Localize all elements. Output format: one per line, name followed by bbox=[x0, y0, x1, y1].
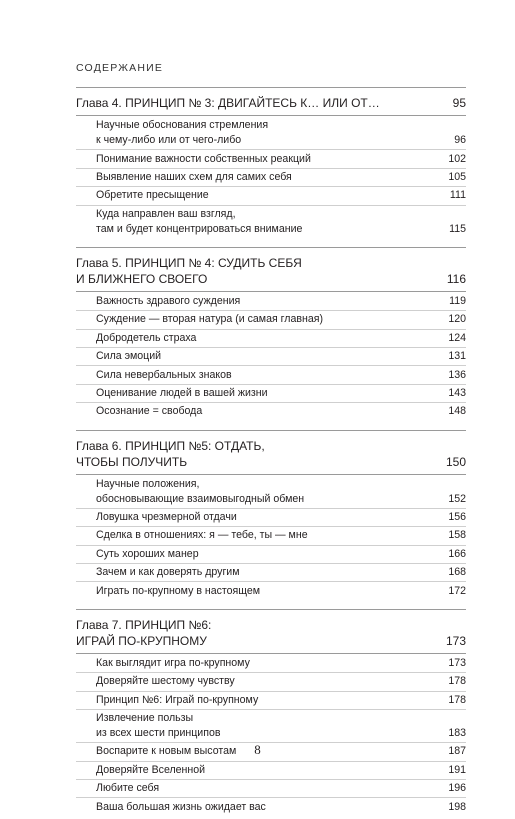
toc-item-title: Принцип №6: Играй по-крупному bbox=[96, 693, 259, 706]
toc-item-page: 196 bbox=[448, 782, 466, 795]
toc-item-page: 173 bbox=[448, 656, 466, 669]
toc-item-page: 136 bbox=[448, 368, 466, 381]
toc-item[interactable] bbox=[76, 798, 466, 815]
running-head: СОДЕРЖАНИЕ bbox=[76, 62, 164, 74]
toc-item-page: 105 bbox=[448, 170, 466, 183]
toc-item-title: Зачем и как доверять другим bbox=[96, 566, 240, 579]
chapter-page: 150 bbox=[445, 454, 466, 469]
toc-item[interactable] bbox=[76, 206, 466, 238]
toc-item[interactable] bbox=[76, 509, 466, 527]
toc-item-title: Осознание = свобода bbox=[96, 405, 203, 418]
chapter-block bbox=[76, 88, 466, 241]
toc-item[interactable] bbox=[76, 385, 466, 403]
toc-item-page: 119 bbox=[449, 295, 466, 308]
toc-item-title: Сила невербальных знаков bbox=[96, 368, 232, 381]
toc-item-title: Сделка в отношениях: я — тебе, ты — мне bbox=[96, 529, 308, 542]
toc-item[interactable] bbox=[76, 117, 466, 150]
toc-item-title: Доверяйте Вселенной bbox=[96, 763, 206, 776]
toc-item[interactable] bbox=[76, 293, 466, 311]
toc-item-title: Оценивание людей в вашей жизни bbox=[96, 386, 268, 399]
toc-item-title: Воспарите к новым высотам bbox=[96, 745, 237, 758]
toc-item-title: Сила эмоций bbox=[96, 350, 162, 363]
toc-item-page: 168 bbox=[448, 566, 466, 579]
toc-item[interactable] bbox=[76, 169, 466, 187]
toc-item-title: Ваша большая жизнь ожидает вас bbox=[96, 800, 266, 813]
toc-item-page: 191 bbox=[448, 763, 466, 776]
toc-item-page: 156 bbox=[448, 511, 466, 524]
chapter-block bbox=[76, 247, 466, 424]
toc-item-title: Научные обоснования стремления к чему-либо или от чего-либо bbox=[96, 119, 269, 147]
toc-item-title: Как выглядит игра по-крупному bbox=[96, 656, 250, 669]
toc-item[interactable] bbox=[76, 476, 466, 509]
toc-item-page: 187 bbox=[448, 745, 466, 758]
toc-item[interactable] bbox=[76, 330, 466, 348]
toc-item-page: 102 bbox=[448, 152, 466, 165]
toc-item[interactable] bbox=[76, 780, 466, 798]
toc-item[interactable] bbox=[76, 366, 466, 384]
chapter-block bbox=[76, 430, 466, 603]
toc-item-title: Суть хороших манер bbox=[96, 547, 199, 560]
toc-item[interactable] bbox=[76, 403, 466, 420]
chapter-title: Глава 7. ПРИНЦИП №6: ИГРАЙ ПО-КРУПНОМУ bbox=[76, 617, 212, 648]
chapter-list bbox=[76, 88, 466, 819]
table-of-contents bbox=[76, 87, 466, 819]
toc-item[interactable] bbox=[76, 655, 466, 673]
toc-item-title: Доверяйте шестому чувству bbox=[96, 675, 235, 688]
toc-item[interactable] bbox=[76, 348, 466, 366]
page-number: 8 bbox=[254, 742, 261, 757]
toc-item-page: 152 bbox=[448, 492, 466, 505]
toc-item-page: 96 bbox=[454, 134, 466, 147]
toc-item-title: Выявление наших схем для самих себя bbox=[96, 170, 292, 183]
toc-item[interactable] bbox=[76, 564, 466, 582]
chapter-heading[interactable] bbox=[76, 95, 466, 116]
chapter-heading[interactable] bbox=[76, 617, 466, 654]
toc-item[interactable] bbox=[76, 187, 466, 205]
chapter-title: Глава 6. ПРИНЦИП №5: ОТДАТЬ, ЧТОБЫ ПОЛУЧИТЬ bbox=[76, 438, 265, 469]
toc-item-title: Играть по-крупному в настоящем bbox=[96, 584, 261, 597]
toc-item-title: Научные положения, обосновывающие взаимовыгодный обмен bbox=[96, 477, 305, 505]
toc-item-title: Ловушка чрезмерной отдачи bbox=[96, 511, 237, 524]
toc-item-page: 148 bbox=[448, 405, 466, 418]
toc-item-page: 158 bbox=[448, 529, 466, 542]
toc-item-title: Извлечение пользы из всех шести принципов bbox=[96, 712, 221, 740]
toc-item-page: 178 bbox=[448, 693, 466, 706]
toc-item-title: Обретите пресыщение bbox=[96, 189, 209, 202]
chapter-heading[interactable] bbox=[76, 438, 466, 475]
toc-item-page: 166 bbox=[448, 547, 466, 560]
toc-item-title: Понимание важности собственных реакций bbox=[96, 152, 311, 165]
toc-item[interactable] bbox=[76, 582, 466, 599]
toc-item[interactable] bbox=[76, 546, 466, 564]
toc-item[interactable] bbox=[76, 673, 466, 691]
chapter-page: 95 bbox=[452, 96, 466, 110]
toc-item[interactable] bbox=[76, 692, 466, 710]
chapter-title: Глава 5. ПРИНЦИП № 4: СУДИТЬ СЕБЯ И БЛИЖНЕГО СВОЕГО bbox=[76, 255, 302, 286]
toc-item[interactable] bbox=[76, 311, 466, 329]
chapter-title: Глава 4. ПРИНЦИП № 3: ДВИГАЙТЕСЬ К… ИЛИ ОТ… bbox=[76, 96, 380, 110]
toc-item-page: 183 bbox=[448, 727, 466, 740]
chapter-block bbox=[76, 609, 466, 819]
toc-item-title: Важность здравого суждения bbox=[96, 295, 241, 308]
toc-item-page: 178 bbox=[448, 675, 466, 688]
chapter-page: 173 bbox=[445, 633, 466, 648]
toc-item-title: Любите себя bbox=[96, 782, 160, 795]
chapter-heading[interactable] bbox=[76, 255, 466, 292]
toc-item-page: 124 bbox=[448, 331, 466, 344]
toc-item-page: 172 bbox=[448, 584, 466, 597]
toc-item-page: 120 bbox=[448, 313, 466, 326]
toc-item-title: Суждение — вторая натура (и самая главная) bbox=[96, 313, 324, 326]
toc-item-title: Куда направлен ваш взгляд, там и будет концентрироваться внимание bbox=[96, 207, 303, 235]
toc-item-page: 115 bbox=[449, 222, 466, 235]
toc-item-page: 198 bbox=[448, 800, 466, 813]
toc-item-page: 143 bbox=[448, 386, 466, 399]
chapter-page: 116 bbox=[446, 271, 466, 286]
toc-item[interactable] bbox=[76, 150, 466, 168]
toc-item-page: 131 bbox=[448, 350, 466, 363]
toc-item[interactable] bbox=[76, 762, 466, 780]
toc-item[interactable] bbox=[76, 527, 466, 545]
toc-item[interactable] bbox=[76, 710, 466, 743]
toc-item-title: Добродетель страха bbox=[96, 331, 197, 344]
toc-item-page: 111 bbox=[449, 189, 466, 202]
